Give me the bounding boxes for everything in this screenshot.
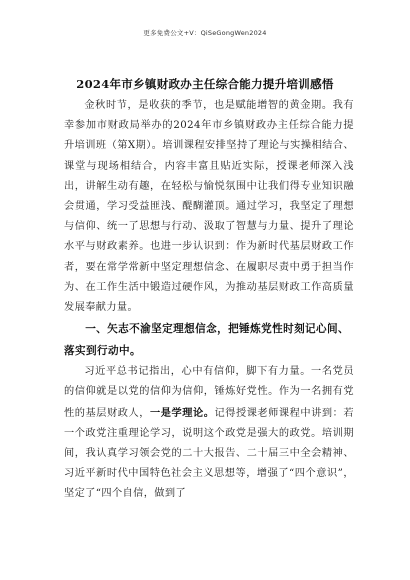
section-1-heading: 一、矢志不渝坚定理想信念，把锤炼党性时刻记心间、落实到行动中。: [64, 323, 350, 358]
header-note: 更多免费公文+V：QiSeGongWen2024: [143, 29, 267, 37]
intro-paragraph: 金秋时节，是收获的季节，也是赋能增智的黄金期。我有幸参加市财政局举办的2024年市乡镇财政办主任综合能力提升培训班（第X期）。培训课程安排坚持了理论与实操相结合、课堂与现场相结合，内容丰富且贴近实际，授课老师深入浅出，讲解生动有趣，在轻松与愉悦氛围中让我们得专业知识融会贯通，学习受益匪浅、醍醐灌顶。通过学习，我坚定了理想与信仰、统一了思想与行动、汲取了智慧与力量、提升了理论水平与财政素养。也进一步认识到：作为新时代基层财政工作者，要在常学常新中坚定理想信念、在履职尽责中勇于担当作为、在工作生活中锻造过硬作风，为推动基层财政工作高质量发展奉献力量。: [64, 100, 354, 314]
document-title: 2024年市乡镇财政办主任综合能力提升培训感悟: [76, 77, 334, 91]
section-1-text-after: 记得授课老师课程中讲到：若一个政党注重理论学习，说明这个政党是强大的政党。培训期间，我认真学习领会党的二十大报告、二十届三中全会精神、习近平新时代中国特色社会主义思想等，增强了“四个意识”，坚定了“四个自信，做到了: [64, 407, 354, 500]
section-1-paragraph: [64, 362, 354, 504]
section-1-text-before: 习近平总书记指出，心中有信仰，脚下有力量。一名党员的信仰就是以党的信仰为信仰，锤炼好党性。作为一名拥有党性的基层财政人，: [64, 366, 354, 419]
section-1-emphasis: 一是学理论。: [149, 406, 215, 419]
document-body: [64, 96, 354, 505]
